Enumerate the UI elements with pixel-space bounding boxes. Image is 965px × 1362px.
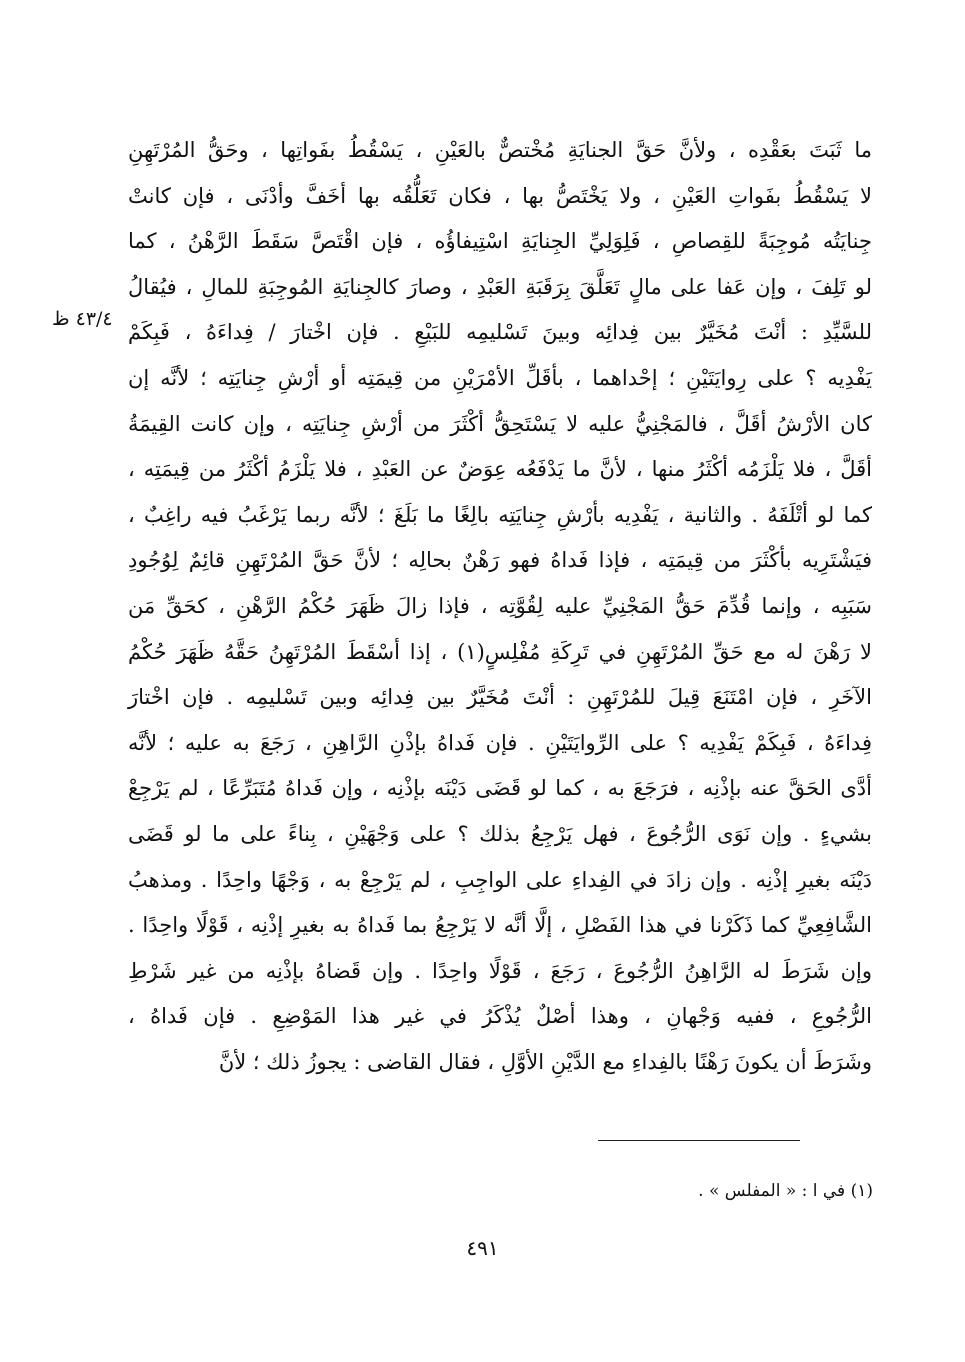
text-line: كان الأرْشُ أقَلَّ ، فالمَجْنِيُّ عليه لا يَسْتَحِقُّ أكْثَرَ من أرْشِ جِنايَتِه ، وإن كانت القِيمَةُ	[128, 411, 872, 436]
text-line: بشيءٍ . وإن نَوَى الرُّجُوعَ ، فهل يَرْجِعُ بذلك ؟ على وَجْهَيْنِ ، بِناءً على ما لو قَضَى	[128, 821, 872, 846]
text-line: جِنايَتُه مُوجِبَةً للقِصاصِ ، فَلِوَلِيِّ الجِنايَةِ اسْتِيفاؤُه ، فإن اقْتَصَّ سَقَطَ الرَّهْنُ ، كما	[128, 229, 872, 254]
text-line: لا يَسْقُطُ بفَواتِ العَيْنِ ، ولا يَخْتَصُّ بها ، فكان تَعَلُّقُه بها أخَفَّ وأدْنَى ، فإن كانتْ	[128, 183, 872, 208]
text-line: كما لو أتْلَفَهُ . والثانية ، يَفْدِيه بأرْشِ جِنايَتِه بالِغًا ما بَلَغَ ؛ لأنَّه ربما يَرْغَبُ فيه راغِبٌ ،	[128, 502, 872, 527]
main-text-block	[128, 128, 872, 1085]
text-line: الشَّافِعِيِّ كما ذَكَرْنا في هذا الفَصْلِ ، إلَّا أنَّه لا يَرْجِعُ بما فَداهُ به بغيرِ إذْنِه ، قَوْلًا واحِدًا .	[128, 913, 872, 938]
page-number: ٤٩١	[466, 1236, 499, 1260]
text-line: الآخَرِ ، فإن امْتَنَعَ قِيلَ للمُرْتَهِنِ : أنْتَ مُخَيَّرٌ بين فِدائِه وبين تَسْليمِه . فإن اخْتارَ	[128, 685, 872, 710]
text-line: وإن شَرَطَ له الرَّاهِنُ الرُّجُوعَ ، رَجَعَ ، قَوْلًا واحِدًا . وإن قَضاهُ بإذْنِه من غير شَرْطِ	[128, 958, 872, 983]
text-line: أقَلَّ ، فلا يَلْزَمُه أكْثَرُ منها ، لأنَّ ما يَدْفَعُه عِوَضٌ عن العَبْدِ ، فلا يَلْزَمُ أكْثَرُ من قِيمَتِه ،	[128, 457, 872, 482]
text-line: يَفْدِيه ؟ على رِوايَتَيْنِ ؛ إحْداهما ، بأقَلِّ الأمْرَيْنِ من قِيمَتِه أو أرْشِ جِنايَتِه ؛ لأنَّه إن	[128, 365, 872, 390]
text-line: سَبَبِه ، وإنما قُدِّمَ حَقُّ المَجْنِيِّ عليه لِقُوَّتِه ، فإذا زالَ ظَهَرَ حُكْمُ الرَّهْنِ ، كحَقِّ مَن	[128, 593, 872, 618]
text-line: فيَشْتَرِيه بأكْثَرَ من قِيمَتِه ، فإذا فَداهُ فهو رَهْنٌ بحالِه ؛ لأنَّ حَقَّ المُرْتَهِنِ قائِمٌ لِوُجُودِ	[128, 548, 872, 573]
text-line: أدَّى الحَقَّ عنه بإذْنِه ، فرَجَعَ به ، كما لو قَضَى دَيْنَه بإذْنِه ، وإن فَداهُ مُتَبَرِّعًا ، لم يَرْجِعْ	[128, 776, 872, 801]
footnote: (١) في ا : « المفلس » .	[698, 1181, 873, 1201]
text-line: الرُّجُوعِ ، ففيه وَجْهانِ ، وهذا أصْلٌ يُذْكَرُ في غير هذا المَوْضِعِ . فإن فَداهُ ،	[128, 1004, 872, 1029]
text-line: دَيْنَه بغيرِ إذْنِه . وإن زادَ في الفِداءِ على الواجِبِ ، لم يَرْجِعْ به ، وَجْهًا واحِدًا . ومذهبُ	[128, 867, 872, 892]
footnote-divider	[598, 1140, 800, 1141]
text-line: لو تَلِفَ ، وإن عَفا على مالٍ تَعَلَّقَ بِرَقَبَةِ العَبْدِ ، وصارَ كالجِنايَةِ المُوجِبَةِ للمالِ ، فيُقالُ	[128, 274, 872, 299]
text-line: ما ثَبَتَ بعَقْدِه ، ولأنَّ حَقَّ الجنايَةِ مُخْتصٌّ بالعَيْنِ ، يَسْقُطُ بفَواتِها ، وحَقُّ المُرْتَهِنِ	[128, 138, 872, 162]
margin-manuscript-reference: ٤٣/٤ ظ	[52, 308, 113, 330]
text-line: للسَّيِّدِ : أنْتَ مُخَيَّرٌ بين فِدائِه وبينَ تَسْليمِه للبَيْعِ . فإن اخْتارَ / فِداءَهُ ، فَبِكَمْ	[128, 320, 872, 345]
text-line: وشَرَطَ أن يكونَ رَهْنًا بالفِداءِ مع الدَّيْنِ الأوَّلِ ، فقال القاضى : يجوزُ ذلك ؛ لأنَّ	[218, 1049, 872, 1074]
text-line: فِداءَهُ ، فَبِكَمْ يَفْدِيه ؟ على الرِّوايَتَيْنِ . فإن فَداهُ بإذْنِ الرَّاهِنِ ، رَجَعَ به عليه ؛ لأنَّه	[128, 730, 872, 755]
text-line: لا رَهْنَ له مع حَقِّ المُرْتَهِنِ في تَرِكَةِ مُفْلِسٍ(١) ، إذا أسْقَطَ المُرْتَهِنُ حَقَّهُ ظَهَرَ حُكْمُ	[128, 639, 873, 664]
